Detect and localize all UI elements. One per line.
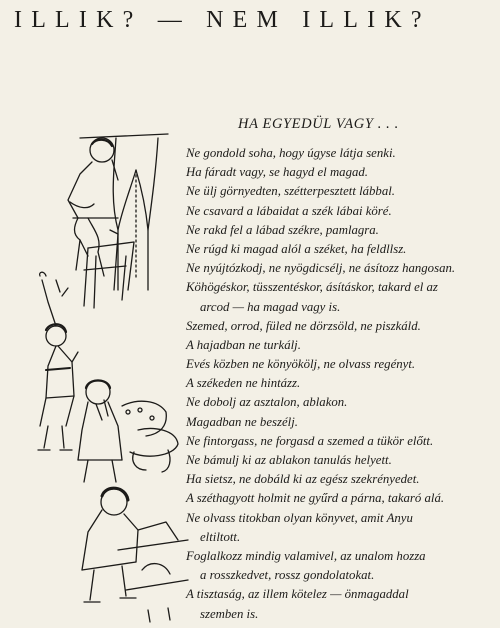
rule-line: Köhögéskor, tüsszentéskor, ásításkor, takard el az: [186, 280, 438, 295]
rule-line: A tisztaság, az illem kötelez — önmagaddal: [186, 587, 409, 602]
rule-line: Ne csavard a lábaidat a szék lábai köré.: [186, 203, 392, 218]
rule-line: Magadban ne beszélj.: [186, 414, 298, 429]
rule-line: Ne rakd fel a lábad székre, pamlagra.: [186, 222, 379, 237]
rule-line: A székeden ne hintázz.: [186, 376, 301, 391]
rule-line: Ne nyújtózkodj, ne nyögdicsélj, ne ásítozz hangosan.: [186, 261, 456, 276]
rule-line: Szemed, orrod, füled ne dörzsöld, ne piszkáld.: [186, 318, 421, 333]
rule-line: A széthagyott holmit ne gyűrd a párna, takaró alá.: [186, 491, 445, 506]
illustration-column: [18, 130, 193, 625]
rule-line: Foglalkozz mindig valamivel, az unalom hozza: [186, 548, 426, 563]
rule-line: A hajadban ne turkálj.: [186, 337, 301, 352]
page-header: ILLIK? — NEM ILLIK?: [14, 7, 431, 33]
girl-rubbing-eyes-illustration: [78, 380, 178, 482]
rule-line: Ne dobolj az asztalon, ablakon.: [186, 395, 348, 410]
rule-line: eltiltott.: [200, 529, 241, 544]
rule-line: Ne fintorgass, ne forgasd a szemed a tükör előtt.: [186, 433, 434, 448]
section-title: HA EGYEDÜL VAGY . . .: [238, 116, 399, 132]
rule-line: Ne gondold soha, hogy úgyse látja senki.: [186, 146, 396, 160]
girl-at-window-illustration: [56, 134, 168, 308]
rule-line: Ha sietsz, ne dobáld ki az egész szekrényedet.: [186, 472, 420, 487]
girl-stretching-illustration: [38, 272, 78, 450]
rule-line: Evés közben ne könyökölj, ne olvass regényt.: [186, 357, 416, 372]
rule-line: Ne rúgd ki magad alól a széket, ha feldllsz.: [186, 241, 407, 256]
rule-line: Ne ülj görnyedten, szétterpesztett lábbal.: [186, 184, 395, 199]
rule-line: Ne bámulj ki az ablakon tanulás helyett.: [186, 453, 392, 467]
rule-line: a rosszkedvet, rossz gondolatokat.: [200, 568, 375, 583]
rule-line: arcod — ha magad vagy is.: [200, 299, 341, 314]
rule-line: szemben is.: [200, 606, 259, 621]
rules-text: [186, 144, 486, 624]
rule-line: Ha fáradt vagy, se hagyd el magad.: [186, 165, 368, 180]
girl-at-bed-illustration: [82, 488, 188, 622]
rule-line: Ne olvass titokban olyan könyvet, amit Anyu: [186, 510, 413, 525]
